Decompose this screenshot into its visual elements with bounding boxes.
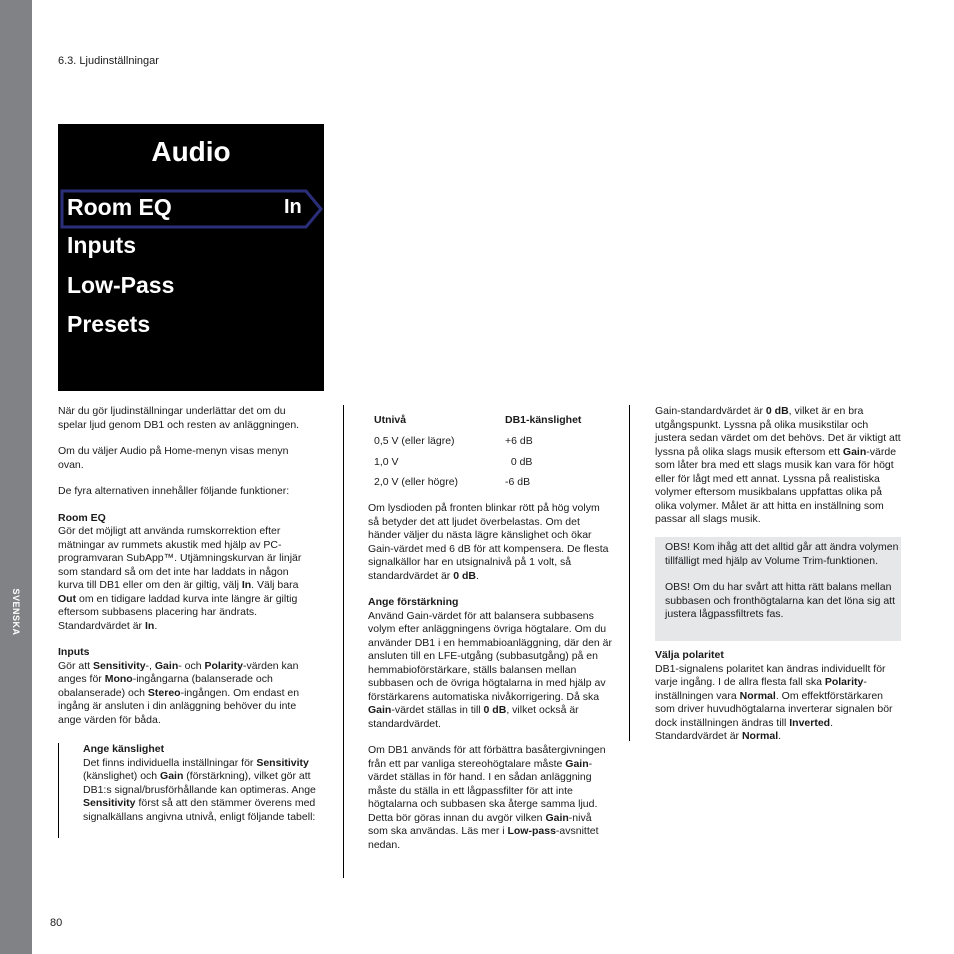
polarity-text: DB1-signalens polaritet kan ändras individuellt för varje ingång. I de allra flesta fall ska Polarity-inställningen vara Normal. Om effektförstärkaren som driver huvudhögtalarna inverterar signalen bör dock inställningen ändras till Inverted. Standardvärdet är Normal. (655, 662, 893, 742)
vertical-rule (343, 405, 344, 878)
sensitivity-table (374, 414, 581, 497)
page-number: 80 (50, 917, 63, 929)
table-row (374, 476, 581, 497)
table-cell: 0,5 V (eller lägre) (374, 435, 455, 447)
side-tab (0, 0, 32, 954)
screen-title: Audio (151, 136, 231, 167)
paragraph: Om DB1 används för att förbättra basåtergivningen från ett par vanliga stereohögtalare måste Gain-värdet ställas in för hand. I en sådan anläggning måste du ställa in ett lågpassfilter för att inte högtalarna och subbasen ska återge samma ljud. Detta bör göras innan du avgör vilken Gain-nivå som ska användas. Läs mer i Low-pass-avsnittet nedan. (368, 744, 606, 851)
table-header: Utnivå (374, 414, 407, 426)
vertical-rule (58, 743, 59, 838)
vertical-rule (629, 405, 630, 741)
menu-item-value: In (284, 196, 302, 218)
note-box (655, 537, 901, 641)
menu-item-presets: Presets (67, 311, 151, 337)
inputs-text: Gör att Sensitivity-, Gain- och Polarity-värden kan anges för Mono-ingångarna (balanserade och obalanserade) och Stereo-ingången. Om endast en ingång är ansluten i din anläggning behöver du inte ange värden för båda. (58, 659, 300, 726)
column-3 (655, 405, 901, 540)
paragraph: De fyra alternativen innehåller följande funktioner: (58, 485, 290, 497)
note-text: OBS! Om du har svårt att hitta rätt balans mellan subbasen och fronthögtalarna kan det löna sig att justera lågpassfiltrets fas. (665, 581, 895, 620)
section-header: 6.3. Ljudinställningar (58, 55, 159, 67)
heading-gain: Ange förstärkning (368, 596, 459, 608)
note-text: OBS! Kom ihåg att det alltid går att ändra volymen tillfälligt med hjälp av Volume Trim-funktionen. (665, 541, 899, 567)
side-tab-label: SVENSKA (11, 588, 21, 636)
table-header: DB1-känslighet (505, 414, 582, 426)
column-1 (58, 405, 316, 740)
room-eq-text: Gör det möjligt att använda rumskorrektion efter mätningar av rummets akustik med hjälp av PC-programvaran SubApp™. Utjämningskurvan är linjär som standard så om det inte har laddats in någon kurva till DB1 eller om den är giltig, välj In. Välj bara Out om en tidigare laddad kurva inte längre är giltig eftersom subbasens placering har ändrats. Standardvärdet är In. (58, 525, 302, 632)
sensitivity-text: Det finns individuella inställningar för Sensitivity (känslighet) och Gain (förstärkning), vilket gör att DB1:s signal/brusförhållande kan optimeras. Ange Sensitivity först så att den stämmer överens med signalkällans angivna utnivå, enligt följande tabell: (83, 756, 316, 823)
heading-sensitivity: Ange känslighet (83, 743, 165, 755)
menu-item-inputs: Inputs (67, 232, 136, 258)
audio-menu-screen (58, 124, 324, 391)
gain-text: Använd Gain-värdet för att balansera subbasens volym efter anläggningens övriga högtalare. Om du använder DB1 i en hemmabioanläggning, där den är ansluten till en LFE-utgång (subbasutgång) på en hemmabioförstärkare, ställs balansen mellan subbasen och de övriga högtalarna in med hjälp av förstärkarens automatiska nivåkorrigering. Då ska Gain-värdet ställas in till 0 dB, vilket också är standardvärdet. (368, 609, 612, 730)
paragraph: När du gör ljudinställningar underlättar det om du spelar ljud genom DB1 och resten av anläggningen. (58, 405, 300, 431)
table-cell: 0 dB (505, 455, 533, 468)
table-row (374, 435, 581, 456)
paragraph: Gain-standardvärdet är 0 dB, vilket är en bra utgångspunkt. Lyssna på olika musikstilar och justera sedan värdet om det behövs. Det är viktigt att lyssna på olika slags musik eftersom ett Gain-värde som låter bra med ett slags musik kan vara för högt eller för lågt med ett annat. Lyssna på realistiska volymer eftersom musikbalans uppfattas olika på olika volymer. Målet är att hitta en inställning som passar all slags musik. (655, 405, 901, 525)
heading-inputs: Inputs (58, 646, 90, 658)
sensitivity-block (83, 743, 317, 837)
menu-item-room-eq (60, 189, 322, 229)
paragraph: Om du väljer Audio på Home-menyn visas menyn ovan. (58, 445, 289, 471)
menu-item-label: Room EQ (67, 194, 172, 220)
table-cell: 2,0 V (eller högre) (374, 476, 459, 488)
paragraph: Om lysdioden på fronten blinkar rött på hög volym så betyder det att ljudet överbelastas. Om det händer väljer du nästa lägre känslighet och ökar Gain-värdet med 6 dB för att kompensera. De flesta signalkällor har en utsignalnivå på 1 volt, så standardvärdet är 0 dB. (368, 502, 609, 582)
column-2 (368, 502, 612, 865)
level-table-block (374, 414, 614, 497)
heading-polarity: Välja polaritet (655, 649, 724, 661)
polarity-block (655, 649, 901, 757)
heading-room-eq: Room EQ (58, 511, 106, 524)
table-cell: -6 dB (505, 476, 531, 488)
table-cell: 1,0 V (374, 455, 399, 468)
menu-item-low-pass: Low-Pass (67, 272, 175, 298)
table-cell: +6 dB (505, 435, 533, 447)
table-row (374, 456, 581, 477)
